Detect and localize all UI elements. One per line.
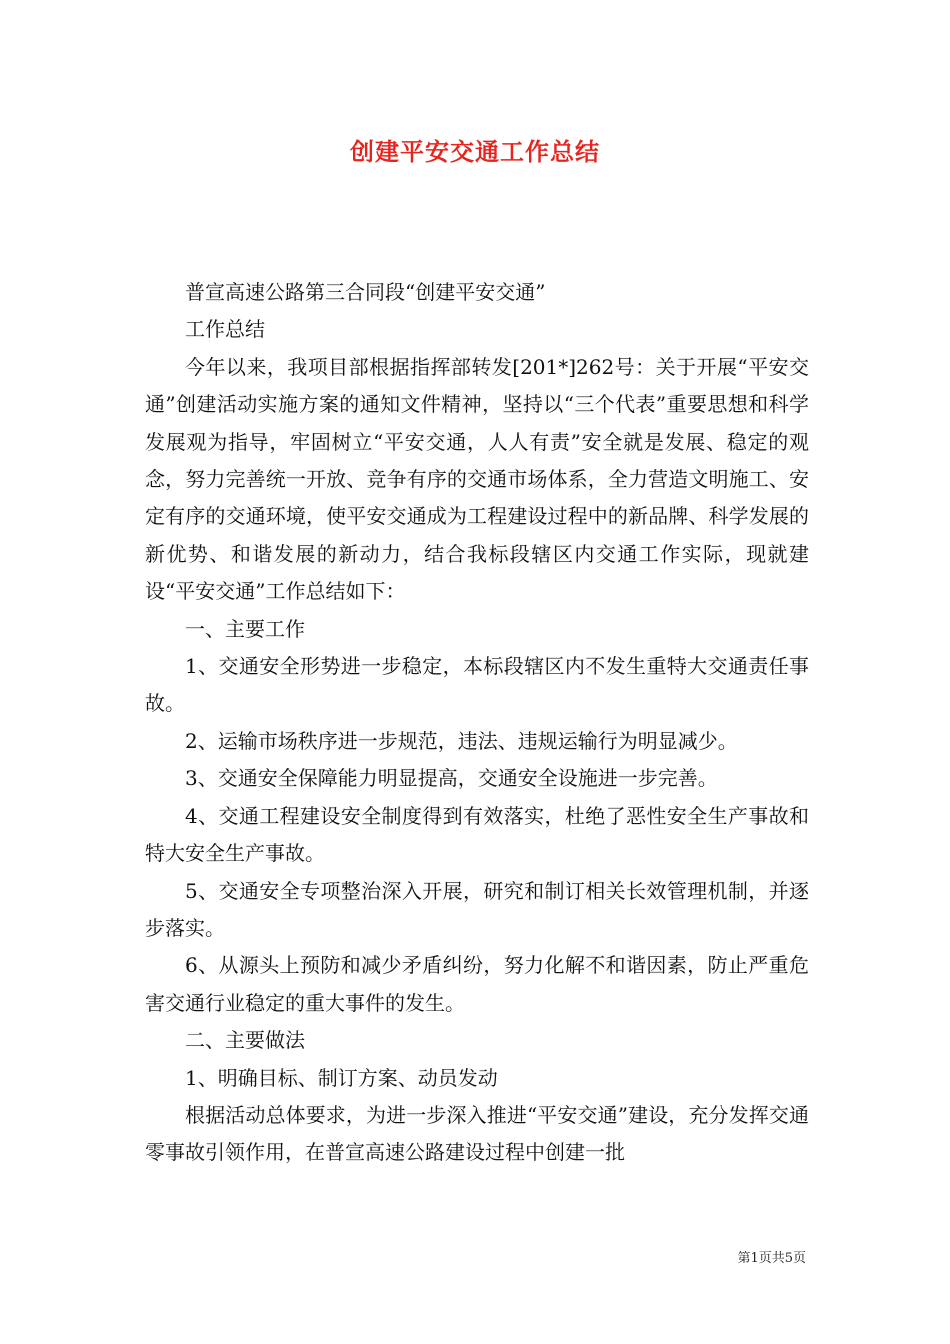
paragraph-heading-line-2: 工作总结 (185, 317, 265, 342)
paragraph-item-6: 6、从源头上预防和减少矛盾纠纷，努力化解不和谐因素，防止严重危害交通行业稳定的重大事件的发生。 (145, 953, 809, 1015)
paragraph-item-2: 2、运输市场秩序进一步规范，违法、违规运输行为明显减少。 (185, 728, 738, 753)
page-number-indicator: 第1页共5页 (737, 1251, 806, 1266)
paragraph-methods-body: 根据活动总体要求，为进一步深入推进“平安交通”建设，充分发挥交通零事故引领作用，在普宣高速公路建设过程中创建一批 (145, 1102, 809, 1165)
paragraph-item-4: 4、交通工程建设安全制度得到有效落实，杜绝了恶性安全生产事故和特大安全生产事故。 (145, 803, 809, 866)
section-heading-main-methods: 二、主要做法 (185, 1028, 305, 1053)
section-heading-main-work: 一、主要工作 (185, 616, 305, 641)
paragraph-intro: 今年以来，我项目部根据指挥部转发[201*]262号：关于开展“平安交通”创建活动实施方案的通知文件精神，坚持以“三个代表”重要思想和科学发展观为指导，牢固树立“平安交通，人人有责”安全就是发展、稳定的观念，努力完善统一开放、竞争有序的交通市场体系，全力营造文明施工、安定有序的交通环境，使平安交通成为工程建设过程中的新品牌、科学发展的新优势、和谐发展的新动力，结合我标段辖区内交通工作实际，现就建设“平安交通”工作总结如下： (145, 354, 809, 604)
paragraph-item-5: 5、交通安全专项整治深入开展，研究和制订相关长效管理机制，并逐步落实。 (145, 878, 809, 940)
subsection-heading-1: 1、明确目标、制订方案、动员发动 (185, 1065, 498, 1090)
paragraph-heading-line-1: 普宣高速公路第三合同段“创建平安交通” (185, 280, 546, 304)
paragraph-item-1: 1、交通安全形势进一步稳定，本标段辖区内不发生重特大交通责任事故。 (145, 654, 809, 716)
paragraph-item-3: 3、交通安全保障能力明显提高，交通安全设施进一步完善。 (185, 766, 718, 791)
document-body (145, 274, 809, 1172)
document-title: 创建平安交通工作总结 (350, 137, 600, 166)
